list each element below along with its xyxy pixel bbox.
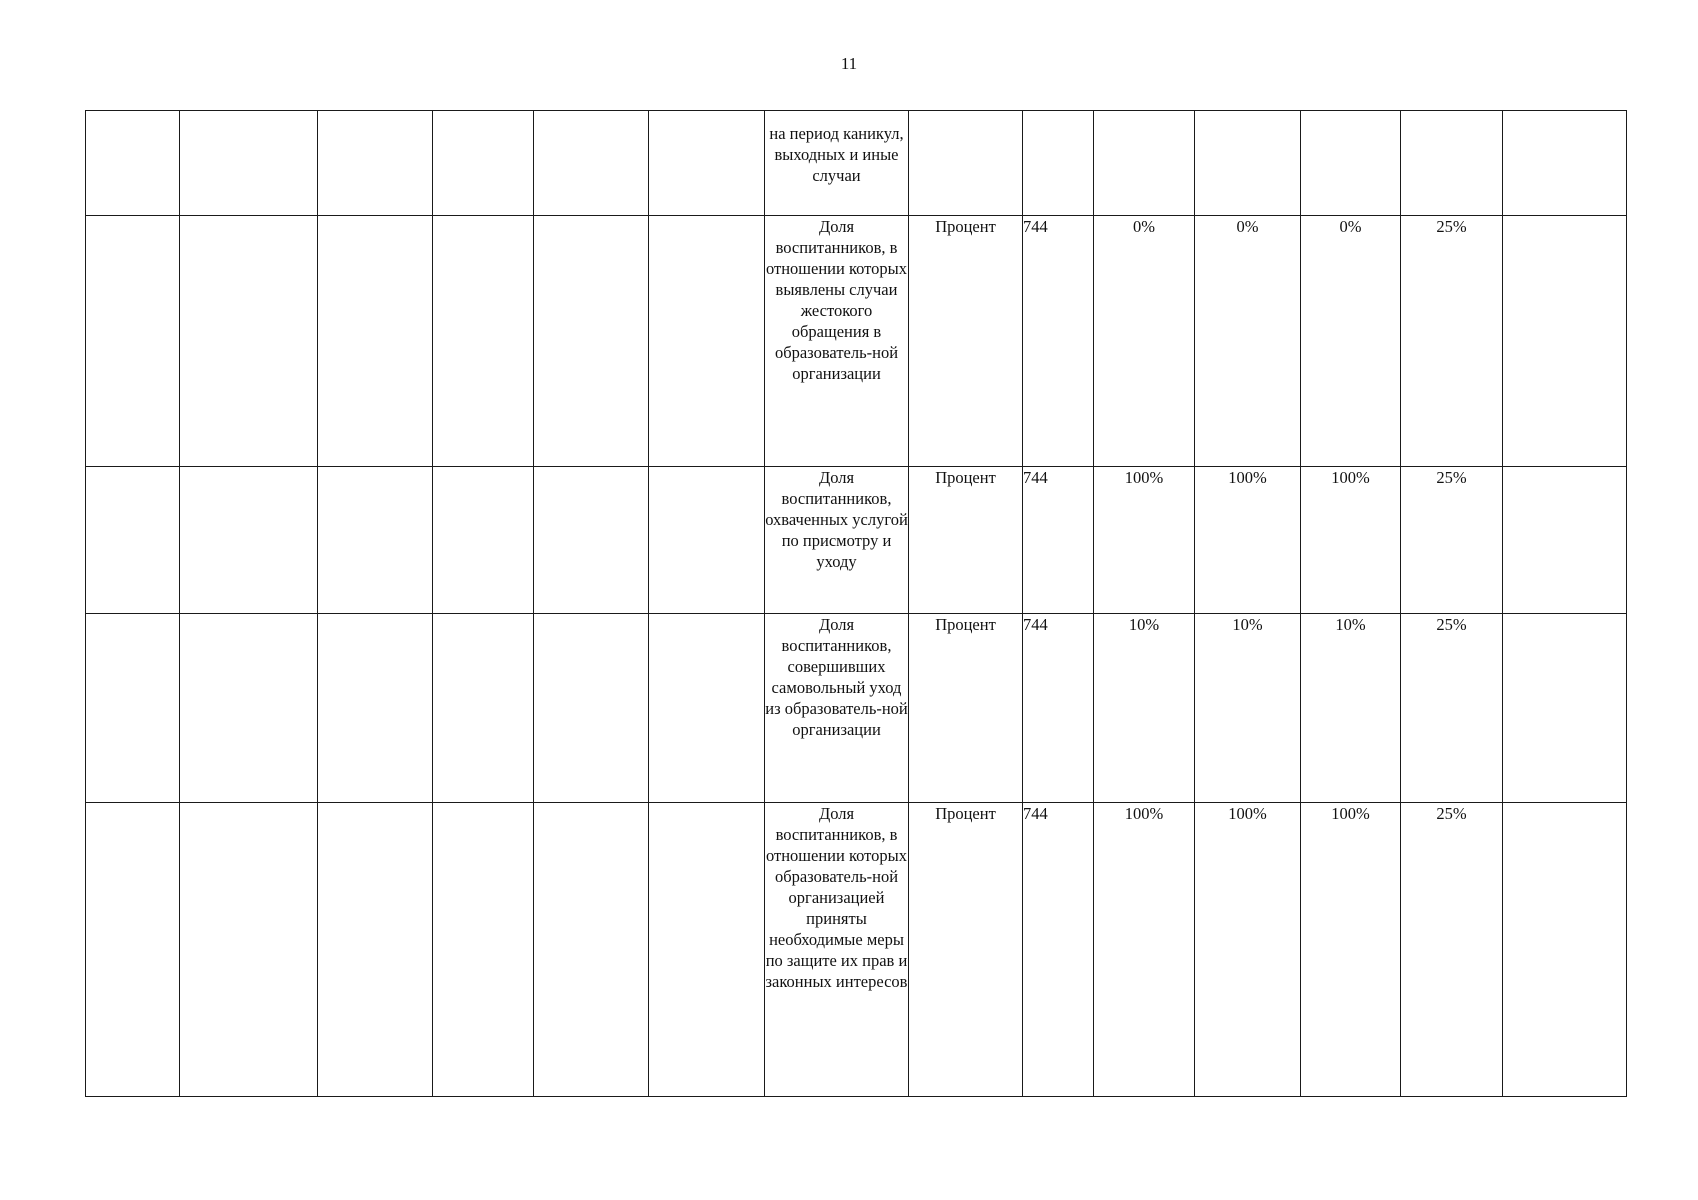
empty-cell: [86, 467, 180, 614]
indicator-name-cell: Доля воспитанников, совершивших самовольный уход из образователь-ной организации: [765, 614, 909, 803]
empty-cell: [180, 803, 318, 1097]
table-row: [86, 803, 1627, 1097]
empty-cell: [86, 614, 180, 803]
value-cell-2: 0%: [1195, 216, 1301, 467]
empty-cell: [534, 614, 649, 803]
deviation-cell: 25%: [1401, 216, 1503, 467]
indicator-name-cell: на период каникул, выходных и иные случаи: [765, 111, 909, 216]
value-cell-3: 100%: [1301, 803, 1401, 1097]
empty-cell: [649, 614, 765, 803]
empty-cell: [534, 803, 649, 1097]
empty-cell: [86, 111, 180, 216]
deviation-cell: 25%: [1401, 803, 1503, 1097]
empty-cell: [534, 216, 649, 467]
empty-cell: [649, 111, 765, 216]
empty-cell: [318, 803, 433, 1097]
table-row: [86, 111, 1627, 216]
value-cell-3: 0%: [1301, 216, 1401, 467]
okei-code-cell: [1023, 111, 1094, 216]
empty-cell: [433, 467, 534, 614]
empty-cell: [318, 614, 433, 803]
unit-cell: Процент: [909, 216, 1023, 467]
unit-cell: Процент: [909, 467, 1023, 614]
value-cell-1: 0%: [1094, 216, 1195, 467]
indicator-name-cell: Доля воспитанников, охваченных услугой по присмотру и уходу: [765, 467, 909, 614]
empty-cell: [433, 803, 534, 1097]
unit-cell: [909, 111, 1023, 216]
table-row: [86, 467, 1627, 614]
okei-code-cell: 744: [1023, 216, 1094, 467]
empty-cell: [86, 803, 180, 1097]
empty-cell: [649, 803, 765, 1097]
table-row: [86, 614, 1627, 803]
empty-cell: [180, 614, 318, 803]
value-cell-3: 100%: [1301, 467, 1401, 614]
value-cell-2: 100%: [1195, 467, 1301, 614]
empty-cell: [433, 111, 534, 216]
value-cell-1: 10%: [1094, 614, 1195, 803]
empty-cell: [318, 216, 433, 467]
value-cell-1: [1094, 111, 1195, 216]
value-cell-1: 100%: [1094, 803, 1195, 1097]
page-number: 11: [840, 54, 858, 73]
indicator-name-cell: Доля воспитанников, в отношении которых выявлены случаи жестокого обращения в образователь-ной организации: [765, 216, 909, 467]
empty-cell: [649, 216, 765, 467]
okei-code-cell: 744: [1023, 467, 1094, 614]
empty-cell: [433, 216, 534, 467]
empty-cell: [318, 467, 433, 614]
okei-code-cell: 744: [1023, 614, 1094, 803]
okei-code-cell: 744: [1023, 803, 1094, 1097]
value-cell-2: 100%: [1195, 803, 1301, 1097]
unit-cell: Процент: [909, 803, 1023, 1097]
empty-cell: [180, 111, 318, 216]
indicator-name-cell: Доля воспитанников, в отношении которых образователь-ной организацией приняты необходимые меры по защите их прав и законных интересов: [765, 803, 909, 1097]
value-cell-3: 10%: [1301, 614, 1401, 803]
empty-cell: [1503, 216, 1627, 467]
empty-cell: [433, 614, 534, 803]
table-row: [86, 216, 1627, 467]
deviation-cell: 25%: [1401, 467, 1503, 614]
empty-cell: [318, 111, 433, 216]
deviation-cell: 25%: [1401, 614, 1503, 803]
empty-cell: [534, 467, 649, 614]
unit-cell: Процент: [909, 614, 1023, 803]
empty-cell: [1503, 111, 1627, 216]
value-cell-2: [1195, 111, 1301, 216]
empty-cell: [649, 467, 765, 614]
empty-cell: [180, 216, 318, 467]
deviation-cell: [1401, 111, 1503, 216]
indicators-table: [85, 110, 1627, 1097]
value-cell-1: 100%: [1094, 467, 1195, 614]
empty-cell: [1503, 614, 1627, 803]
value-cell-2: 10%: [1195, 614, 1301, 803]
value-cell-3: [1301, 111, 1401, 216]
empty-cell: [86, 216, 180, 467]
empty-cell: [180, 467, 318, 614]
empty-cell: [534, 111, 649, 216]
empty-cell: [1503, 467, 1627, 614]
empty-cell: [1503, 803, 1627, 1097]
